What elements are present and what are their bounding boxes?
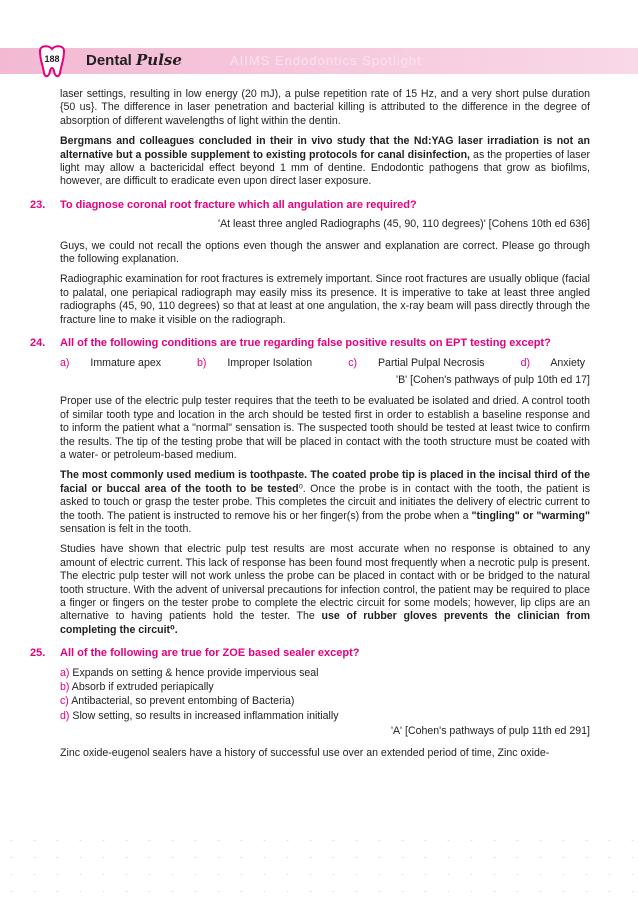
option [60, 357, 179, 369]
paragraph-bold: Bergmans and colleagues concluded in their in vivo study that the Nd:YAG laser irradiation is not an alternative but a possible supplement to existing protocols for canal disinfection, [60, 135, 590, 161]
option [60, 667, 590, 680]
question-number: 25. [30, 647, 46, 660]
option-text: Absorb if extruded periapically [71, 681, 214, 694]
question-text: To diagnose coronal root fracture which all angulation are required? [60, 198, 417, 211]
option-text: Antibacterial, so prevent entombing of Bacteria) [71, 695, 295, 708]
paragraph-text: sensation is felt in the tooth. [60, 522, 192, 535]
question-heading [30, 647, 590, 660]
paragraph: Guys, we could not recall the options even though the answer and explanation are correct. Please go through the following explanation. [60, 239, 590, 266]
option-letter: c) [348, 356, 358, 369]
option-letter: a) [60, 666, 70, 679]
option [60, 681, 590, 694]
answer-reference: 'A' [Cohen's pathways of pulp 11th ed 291] [390, 725, 590, 738]
option-letter: d) [520, 356, 530, 369]
paragraph-text: as the properties of laser light may allow a bactericidal effect beyond 1 mm of dentine. Endodontic pathogens that grow as biofilms, however, are difficult to eradicate even upon direct laser exposure. [60, 148, 591, 188]
option-letter: a) [60, 356, 70, 369]
page-number: 188 [44, 54, 60, 64]
option [348, 357, 502, 369]
paragraph-bold: "tingling" or "warming" [471, 509, 591, 522]
paragraph-text: ⁰. Once the probe is in contact with the tooth, the patient is asked to touch or grasp the tester probe. This completes the circuit and initiates the delivery of electric current to the tooth. The patient is instructed to remove his or her finger(s) from the probe when a [60, 482, 590, 522]
option-text: Partial Pulpal Necrosis [377, 356, 485, 369]
options-list [30, 667, 590, 724]
paragraph-bold: The most commonly used medium is toothpaste. The coated probe tip is placed in the incisal third of the facial or buccal area of the tooth to be tested [60, 469, 590, 495]
question-heading [30, 199, 590, 212]
option-text: Improper Isolation [227, 356, 313, 369]
paragraph: Proper use of the electric pulp tester requires that the teeth to be evaluated be isolated and dried. A control tooth of similar tooth type and location in the arch should be tested first in order to establish a baseline response and to inform the patient what a "normal" sensation is. The suspected tooth should be tested at least twice to confirm the results. The tip of the testing probe that will be placed in contact with the tooth structure must be coated with a water- or petroleum-based medium. [60, 395, 590, 461]
page-body [30, 88, 590, 767]
footer-dot-pattern [0, 832, 638, 902]
option [60, 710, 590, 723]
option-text: Slow setting, so results in increased inflammation initially [72, 709, 339, 722]
brand-title [86, 51, 182, 69]
answer-reference: 'At least three angled Radiographs (45, 90, 110 degrees)' [Cohens 10th ed 636] [218, 218, 590, 231]
paragraph [60, 543, 590, 637]
brand-script: Pulse [136, 51, 182, 69]
paragraph: Zinc oxide-eugenol sealers have a history of successful use over an extended period of time, Zinc oxide- [60, 746, 550, 759]
options-row [60, 357, 590, 370]
brand-prefix: Dental [86, 52, 132, 69]
paragraph [60, 135, 590, 189]
paragraph-text: Studies have shown that electric pulp test results are most accurate when no response is obtained to any amount of electric current. This lack of response has been found most frequently when a necrotic pulp is present. The electric pulp tester will not work unless the probe can be placed in contact with or be bridged to the natural tooth structure. With the advent of universal precautions for infection control, the patient may be required to place a finger or fingers on the tester probe to complete the electric circuit for some models; however, lip clips are an alternative to having patients hold the tester. The [60, 543, 590, 623]
option [60, 695, 590, 708]
option [521, 357, 604, 369]
question-heading [30, 337, 590, 350]
question-number: 24. [30, 337, 46, 350]
option-letter: c) [60, 695, 69, 708]
paragraph: Radiographic examination for root fractures is extremely important. Since root fractures are usually oblique (facial to palatal, one periapical radiograph may easily miss its presence. It is imperative to take at least three angled radiographs (45, 90, 110 degrees) so that at least at one angulation, the x-ray beam will pass directly through the fracture line to make it visible on the radiograph. [60, 273, 590, 326]
paragraph: laser settings, resulting in low energy (20 mJ), a pulse repetition rate of 15 Hz, and a very short pulse duration {50 us}. The difference in laser penetration and bacterial killing is attributed to the difference in the degree of absorption of different wavelengths of light within the dentin. [60, 88, 590, 127]
option-letter: d) [60, 709, 70, 722]
answer-reference: 'B' [Cohen's pathways of pulp 10th ed 17] [396, 373, 590, 386]
option-letter: b) [60, 681, 70, 694]
option [197, 357, 330, 369]
option-text: Expands on setting & hence provide impervious seal [72, 666, 319, 679]
header-ghost-text: AIIMS Endodontics Spotlight [230, 53, 422, 68]
option-text: Immature apex [90, 356, 162, 369]
paragraph [60, 469, 590, 536]
question-text: All of the following are true for ZOE based sealer except? [60, 647, 360, 660]
paragraph-bold: use of rubber gloves prevents the clinician from completing the circuit⁰. [60, 610, 590, 636]
option-letter: b) [197, 356, 207, 369]
question-number: 23. [30, 198, 46, 211]
question-text: All of the following conditions are true regarding false positive results on EPT testing except? [60, 337, 551, 350]
option-text: Anxiety [550, 356, 586, 369]
